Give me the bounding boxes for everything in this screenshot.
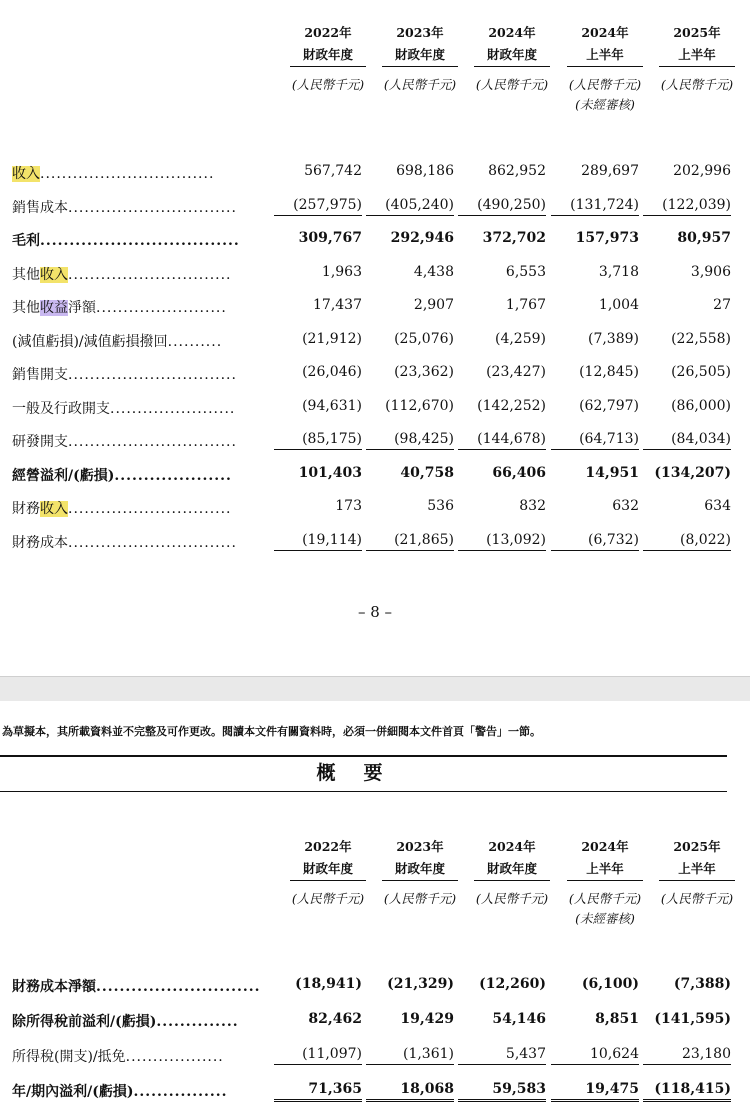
- table-row: [0, 1041, 750, 1071]
- column-year: 2024年: [581, 839, 629, 854]
- cell-value: 862,952: [488, 163, 546, 179]
- cell-value: (26,046): [302, 364, 362, 380]
- row-label: [12, 1011, 267, 1031]
- column-unit: (人民幣千元): [383, 77, 457, 92]
- cell-value: (21,912): [302, 330, 362, 347]
- row-label-text: 財務: [12, 501, 40, 517]
- column-year: 2024年: [488, 25, 536, 40]
- cell-value: 10,624: [551, 1046, 639, 1065]
- cell-value: 1,963: [321, 263, 362, 280]
- column-unit: (人民幣千元): [660, 891, 734, 906]
- cell-value: (23,427): [486, 364, 546, 380]
- dot-leader: ............................: [96, 979, 261, 995]
- cell-value: 101,403: [298, 464, 362, 481]
- dot-leader: ..................................: [40, 233, 240, 249]
- cell-value: 17,437: [313, 297, 362, 313]
- cell-value: 292,946: [390, 230, 454, 246]
- page-number: – 8 –: [357, 603, 393, 621]
- row-label-text: (減值虧損)/減值虧損撥回: [12, 333, 168, 350]
- table-row: [0, 158, 750, 188]
- cell-value: 567,742: [304, 163, 362, 179]
- cell-value: 4,438: [413, 263, 454, 280]
- page-separator: [0, 676, 750, 702]
- column-header-2: [372, 836, 468, 909]
- column-unit: (人民幣千元): [475, 891, 549, 906]
- cell-value: 23,180: [643, 1046, 731, 1065]
- cell-value: (8,022): [643, 532, 731, 551]
- cell-value: 157,973: [575, 230, 639, 246]
- cell-value: 40,758: [400, 464, 454, 481]
- cell-value: 19,475: [551, 1081, 639, 1102]
- column-header-4: [557, 836, 653, 929]
- cell-value: (21,865): [366, 532, 454, 551]
- cell-value: 173: [335, 498, 362, 514]
- column-header-1: [280, 22, 376, 95]
- row-label: [12, 197, 267, 217]
- dot-leader: ...............................: [68, 434, 237, 450]
- dot-leader: ...............................: [68, 534, 237, 551]
- column-header-3: [464, 22, 560, 95]
- row-label-suffix: 淨額: [68, 300, 96, 316]
- column-unit: (人民幣千元): [475, 77, 549, 92]
- cell-value: 14,951: [585, 464, 639, 481]
- row-label-text: 一般及行政開支: [12, 400, 110, 417]
- cell-value: 71,365: [274, 1081, 362, 1102]
- table-row: [0, 393, 750, 423]
- dot-leader: ..............................: [68, 501, 232, 517]
- column-unit: (人民幣千元): [291, 891, 365, 906]
- cell-value: (7,389): [587, 330, 639, 347]
- column-year: 2023年: [396, 839, 444, 854]
- table-row: [0, 326, 750, 356]
- cell-value: (12,845): [579, 364, 639, 380]
- cell-value: (64,713): [551, 431, 639, 450]
- column-unit: (人民幣千元): [568, 77, 642, 92]
- dot-leader: ................: [133, 1084, 228, 1100]
- column-year: 2022年: [304, 839, 352, 854]
- cell-value: 66,406: [492, 464, 546, 481]
- cell-value: 698,186: [396, 163, 454, 179]
- cell-value: (131,724): [551, 197, 639, 216]
- dot-leader: ..........: [167, 333, 223, 350]
- row-label-text: 所得稅(開支)/抵免: [12, 1049, 126, 1065]
- cell-value: 59,583: [458, 1081, 546, 1102]
- table-row: [0, 1006, 750, 1036]
- table-row: [0, 292, 750, 322]
- cell-value: 1,004: [598, 297, 639, 313]
- section-title: 概要: [316, 762, 411, 784]
- column-period: 財政年度: [290, 858, 366, 881]
- cell-value: (141,595): [654, 1011, 731, 1027]
- cell-value: 19,429: [400, 1011, 454, 1027]
- row-label: [12, 431, 267, 451]
- table-row: [0, 426, 750, 456]
- cell-value: (26,505): [671, 364, 731, 380]
- cell-value: (94,631): [302, 397, 362, 414]
- dot-leader: ..............: [156, 1014, 239, 1030]
- row-label-text: 財務成本淨額: [12, 979, 96, 995]
- row-label: [12, 398, 267, 418]
- cell-value: 289,697: [581, 163, 639, 179]
- row-label: [12, 1081, 267, 1101]
- cell-value: (144,678): [458, 431, 546, 450]
- cell-value: (257,975): [274, 197, 362, 216]
- column-period: 上半年: [659, 44, 735, 67]
- cell-value: (134,207): [654, 464, 731, 481]
- row-label-text: 其他: [12, 300, 40, 316]
- column-header-5: [649, 22, 745, 95]
- column-year: 2025年: [673, 25, 721, 40]
- row-label-text: 年/期內溢利/(虧損): [12, 1084, 134, 1100]
- column-year: 2022年: [304, 25, 352, 40]
- cell-value: 8,851: [595, 1011, 639, 1027]
- column-period: 財政年度: [474, 858, 550, 881]
- cell-value: (6,732): [551, 532, 639, 551]
- row-label: [12, 364, 267, 384]
- cell-value: 6,553: [505, 263, 546, 280]
- column-unit: (人民幣千元): [383, 891, 457, 906]
- table-row: [0, 359, 750, 389]
- column-period: 財政年度: [382, 44, 458, 67]
- cell-value: (11,097): [274, 1046, 362, 1065]
- table-row: [0, 259, 750, 289]
- cell-value: (62,797): [579, 397, 639, 414]
- cell-value: (21,329): [387, 976, 454, 992]
- dot-leader: ..................: [125, 1049, 224, 1065]
- cell-value: (18,941): [295, 976, 362, 992]
- cell-value: 634: [704, 498, 731, 514]
- column-note: (未經審核): [575, 97, 635, 112]
- cell-value: 2,907: [413, 297, 454, 313]
- row-label: [12, 532, 267, 552]
- table-row: [0, 225, 750, 255]
- cell-value: 80,957: [677, 230, 731, 246]
- dot-leader: ....................: [114, 467, 232, 484]
- column-period: 財政年度: [290, 44, 366, 67]
- cell-value: (4,259): [494, 330, 546, 347]
- document-page-9: [0, 701, 750, 1112]
- column-unit: (人民幣千元): [568, 891, 642, 906]
- cell-value: 832: [519, 498, 546, 514]
- row-label: [12, 498, 267, 518]
- highlighted-term: 收入: [12, 166, 40, 182]
- cell-value: (86,000): [671, 397, 731, 414]
- cell-value: 1,767: [505, 297, 546, 313]
- row-label: [12, 976, 267, 996]
- cell-value: 5,437: [458, 1046, 546, 1065]
- dot-leader: ................................: [40, 166, 215, 182]
- dot-leader: ..............................: [68, 266, 232, 283]
- column-period: 上半年: [659, 858, 735, 881]
- column-unit: (人民幣千元): [291, 77, 365, 92]
- row-label-text: 財務成本: [12, 534, 68, 551]
- highlighted-term: 收入: [40, 501, 68, 517]
- cell-value: 3,906: [690, 263, 731, 280]
- cell-value: (12,260): [479, 976, 546, 992]
- table-row: [0, 1076, 750, 1106]
- column-note: (未經審核): [575, 911, 635, 926]
- cell-value: (98,425): [366, 431, 454, 450]
- dot-leader: ...............................: [68, 367, 237, 383]
- row-label: [12, 331, 267, 351]
- column-header-1: [280, 836, 376, 909]
- draft-notice: 為草擬本，其所載資料並不完整及可作更改。閱讀本文件有關資料時，必須一併細閱本文件首頁「警告」一節。: [2, 725, 541, 738]
- column-period: 上半年: [567, 44, 643, 67]
- column-period: 財政年度: [474, 44, 550, 67]
- row-label-text: 銷售開支: [12, 367, 68, 383]
- dot-leader: ...............................: [68, 199, 237, 216]
- cell-value: 202,996: [673, 163, 731, 179]
- row-label-text: 研發開支: [12, 434, 68, 450]
- column-header-4: [557, 22, 653, 115]
- cell-value: (112,670): [385, 397, 454, 414]
- dot-leader: ........................: [96, 300, 227, 316]
- highlighted-term: 收入: [40, 266, 68, 283]
- row-label-text: 毛利: [12, 233, 40, 249]
- row-label: [12, 230, 267, 250]
- cell-value: 27: [713, 297, 731, 313]
- cell-value: 18,068: [366, 1081, 454, 1102]
- column-year: 2025年: [673, 839, 721, 854]
- column-header-3: [464, 836, 560, 909]
- cell-value: 82,462: [308, 1011, 362, 1027]
- row-label-text: 銷售成本: [12, 199, 68, 216]
- row-label: [12, 264, 267, 284]
- column-header-5: [649, 836, 745, 909]
- table-row: [0, 493, 750, 523]
- cell-value: (405,240): [366, 197, 454, 216]
- cell-value: (13,092): [458, 532, 546, 551]
- column-period: 上半年: [567, 858, 643, 881]
- highlighted-term: 收益: [40, 300, 68, 316]
- cell-value: (7,388): [673, 976, 731, 992]
- dot-leader: .......................: [110, 400, 236, 417]
- column-year: 2024年: [581, 25, 629, 40]
- row-label-text: 其他: [12, 266, 40, 283]
- table-row: [0, 460, 750, 490]
- row-label: [12, 1046, 267, 1066]
- cell-value: (23,362): [394, 364, 454, 380]
- cell-value: 309,767: [298, 230, 362, 246]
- column-year: 2023年: [396, 25, 444, 40]
- cell-value: (122,039): [643, 197, 731, 216]
- column-unit: (人民幣千元): [660, 77, 734, 92]
- cell-value: (142,252): [477, 397, 546, 414]
- column-header-2: [372, 22, 468, 95]
- row-label: [12, 163, 267, 183]
- table-row: [0, 971, 750, 1001]
- cell-value: (85,175): [274, 431, 362, 450]
- cell-value: 536: [427, 498, 454, 514]
- cell-value: 3,718: [598, 263, 639, 280]
- cell-value: (1,361): [366, 1046, 454, 1065]
- row-label-text: 經營溢利/(虧損): [12, 467, 115, 484]
- cell-value: (19,114): [274, 532, 362, 551]
- row-label: [12, 465, 267, 485]
- cell-value: (84,034): [643, 431, 731, 450]
- cell-value: 632: [612, 498, 639, 514]
- column-year: 2024年: [488, 839, 536, 854]
- cell-value: 54,146: [492, 1011, 546, 1027]
- table-row: [0, 192, 750, 222]
- column-period: 財政年度: [382, 858, 458, 881]
- cell-value: 372,702: [482, 230, 546, 246]
- cell-value: (490,250): [458, 197, 546, 216]
- cell-value: (118,415): [643, 1081, 731, 1102]
- cell-value: (6,100): [581, 976, 639, 992]
- row-label-text: 除所得稅前溢利/(虧損): [12, 1014, 157, 1030]
- cell-value: (22,558): [671, 330, 731, 347]
- row-label: [12, 297, 267, 317]
- table-row: [0, 527, 750, 557]
- cell-value: (25,076): [394, 330, 454, 347]
